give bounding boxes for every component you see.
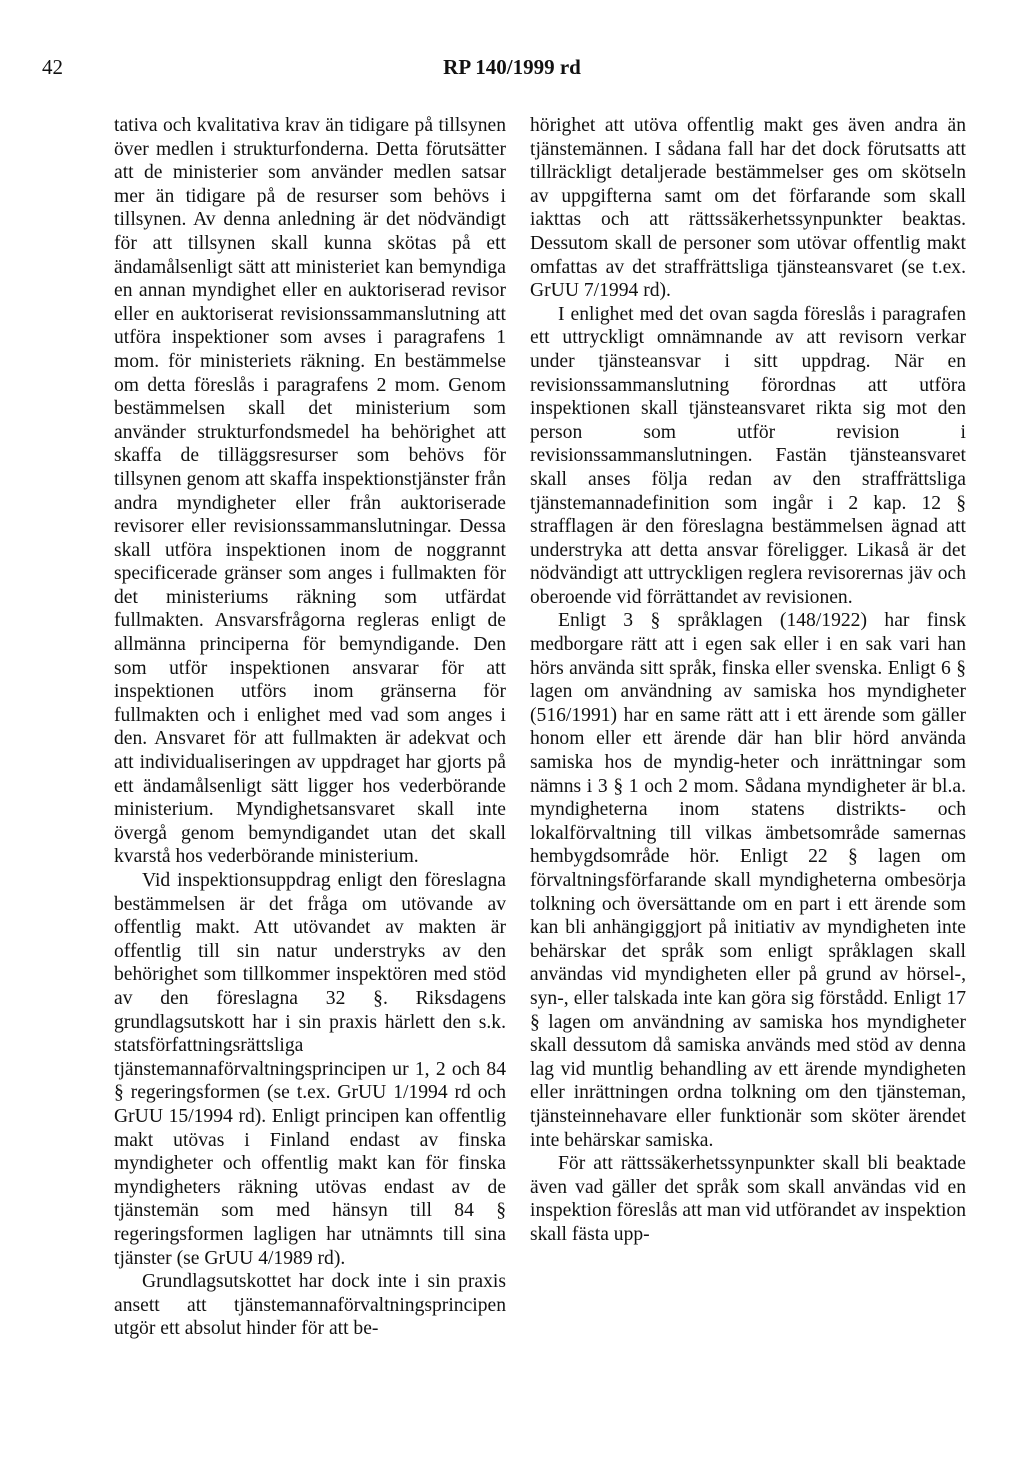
paragraph: Enligt 3 § språklagen (148/1922) har finsk medborgare rätt att i egen sak eller i en sak vari han hörs använda sitt språk, finska eller svenska. Enligt 6 § lagen om användning av samiska hos myndigheter (516/1991) har en same rätt att i ett ärende som gäller honom eller ett ärende där han blir hörd använda samiska hos de myndig-heter och inrättningar som nämns i 3 § 1 och 2 mom. Sådana myndigheter är bl.a. myndigheterna inom statens distrikts- och lokalförvaltning till vilkas ämbetsområde samernas hembygdsområde hör. Enligt 22 § lagen om förvaltningsförfarande skall myndigheterna ombesörja tolkning och översättande om en part i ett ärende som kan bli anhängiggjort på initiativ av myndigheten inte behärskar det språk som enligt språklagen skall användas vid myndigheten eller på grund av hörsel-, syn-, eller talskada inte kan göra sig förstådd. Enligt 17 § lagen om användning av samiska hos myndigheter skall dessutom då samiska används med stöd av denna lag vid muntlig behandling av ett ärende myndigheten eller inrättningen ordna tolkning om den tjänsteman, tjänsteinnehavare eller funktionär som sköter ärendet inte behärskar samiska. (530, 610, 966, 1151)
page-number: 42 (42, 55, 63, 79)
paragraph: hörighet att utöva offentlig makt ges även andra än tjänstemännen. I sådana fall har det dock förutsatts att tillräckligt detaljerade bestämmelser ges om skötseln av uppgifterna samt om det förfarande som skall iakttas och att rättssäkerhetssynpunkter beaktas. Dessutom skall de personer som utövar offentlig makt omfattas av det straffrättsliga tjänsteansvaret (se t.ex. GrUU 7/1994 rd). (530, 115, 966, 302)
paragraph: tativa och kvalitativa krav än tidigare på tillsynen över medlen i strukturfonderna. Detta förutsätter att de ministerier som använder medlen satsar mer än tidigare på de resurser som behövs i tillsynen. Av denna anledning är det nödvändigt för att tillsynen skall kunna skötas på ett ändamålsenligt sätt att ministeriet kan bemyndiga en annan myndighet eller en auktoriserad revisor eller en auktoriserat revisionssammanslutning att utföra inspektioner som avses i paragrafens 1 mom. för ministeriets räkning. En bestämmelse om detta föreslås i paragrafens 2 mom. Genom bestämmelsen skall det ministerium som använder strukturfondsmedel ha behörighet att skaffa de tilläggsresurser som behövs för tillsynen genom att skaffa inspektionstjänster från andra myndigheter eller från auktoriserade revisorer eller revisionssammanslutningar. Dessa skall utföra inspektionen inom de noggrannt specificerade gränser som anges i fullmakten för det ministeriums räkning som utfärdat fullmakten. Ansvarsfrågorna regleras enligt de allmänna principerna för bemyndigande. Den som utför inspektionen ansvarar för att inspektionen utförs inom gränserna för fullmakten och i enlighet med vad som anges i den. Ansvaret för att fullmakten är adekvat och att individualiseringen av uppdraget har gjorts på ett ändamålsenligt sätt ligger hos vederbörande ministerium. Myndighetsansvaret skall inte övergå genom bemyndigandet utan det skall kvarstå hos vederbörande ministerium. (114, 115, 506, 868)
paragraph: I enlighet med det ovan sagda föreslås i paragrafen ett uttryckligt omnämnande av att revisorn verkar under tjänsteansvar i sitt uppdrag. När en revisionssammanslutning förordnas att utföra inspektionen skall tjänsteansvaret rikta sig mot den person som utför revision i revisionssammanslutningen. Fastän tjänsteansvaret skall anses följa redan av den straffrättsliga tjänstemannadefinition som ingår i 2 kap. 12 § strafflagen är den föreslagna bestämmelsen ägnad att understryka att detta ansvar föreligger. Likaså är det nödvändigt att uttryckligen reglera revisorernas jäv och oberoende vid förrättandet av revisionen. (530, 303, 966, 608)
paragraph: För att rättssäkerhetssynpunkter skall bli beaktade även vad gäller det språk som skall användas vid en inspektion föreslås att man vid utförandet av inspektion skall fästa upp- (530, 1153, 966, 1245)
right-column (530, 114, 966, 1247)
paragraph: Vid inspektionsuppdrag enligt den föreslagna bestämmelsen är det fråga om utövande av offentlig makt. Att utövandet av makten är offentlig till sin natur understryks av den behörighet som tillkommer inspektören med stöd av den föreslagna 32 §. Riksdagens grundlagsutskott har i sin praxis härlett den s.k. statsförfattningsrättsliga tjänstemannaförvaltningsprincipen ur 1, 2 och 84 § regeringsformen (se t.ex. GrUU 1/1994 rd och GrUU 15/1994 rd). Enligt principen kan offentlig makt utövas i Finland endast av finska myndigheter och offentlig makt kan för finska myndigheters räkning utövas endast av de tjänstemän som med hänsyn till 84 § regeringsformen lagligen har utnämnts till sina tjänster (se GrUU 4/1989 rd). (114, 870, 506, 1269)
left-column (114, 114, 506, 1341)
paragraph: Grundlagsutskottet har dock inte i sin praxis ansett att tjänstemannaförvaltningsprincipen utgör ett absolut hinder för att be- (114, 1271, 506, 1340)
running-head: RP 140/1999 rd (443, 55, 581, 79)
